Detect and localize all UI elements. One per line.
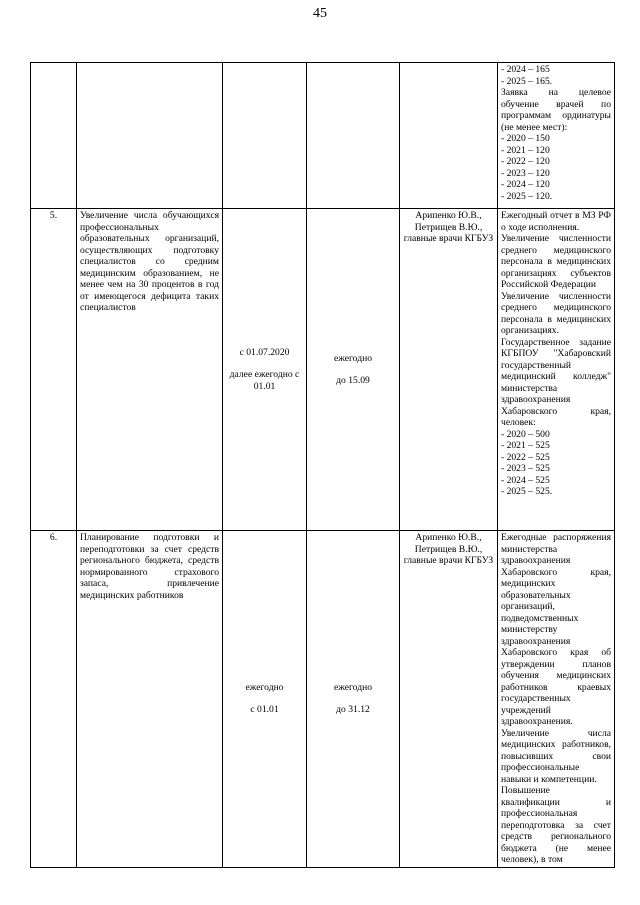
end-date-line: ежегодно xyxy=(333,352,373,364)
result-line: - 2024 – 120 xyxy=(501,179,550,190)
end-date-line: ежегодно xyxy=(333,681,373,693)
result-line: - 2022 – 525 xyxy=(501,451,550,463)
result-line: - 2025 – 165. xyxy=(501,75,553,87)
result-line: Увеличение численности среднего медицинского персонала в медицинских организациях субъектов Российской Федерации xyxy=(501,233,611,290)
start-date-cell xyxy=(223,531,307,868)
result-line: - 2020 – 500 xyxy=(501,428,550,440)
start-date-cell xyxy=(223,209,307,531)
row-number-cell: 5. xyxy=(31,209,77,531)
start-date-line: с 01.07.2020 xyxy=(239,346,290,358)
result-line: - 2023 – 120 xyxy=(501,167,550,179)
result-line: Ежегодный отчет в МЗ РФ о ходе исполнения. xyxy=(501,210,611,233)
row-number-cell: 6. xyxy=(31,531,77,868)
result-line: - 2025 – 525. xyxy=(501,486,553,497)
end-date-line: до 15.09 xyxy=(336,375,370,386)
end-date-cell xyxy=(307,531,400,868)
measure-cell: Планирование подготовки и переподготовки за счет средств регионального бюджета, средств нормированного страхового запаса, привлечение медицинских работников xyxy=(77,531,223,868)
result-line: Увеличение численности среднего медицинского персонала в медицинских организациях. xyxy=(501,290,611,336)
start-date-line: с 01.01 xyxy=(250,704,279,716)
row-number-cell xyxy=(31,63,77,209)
result-line: - 2021 – 120 xyxy=(501,144,550,156)
result-line: - 2020 – 150 xyxy=(501,133,550,144)
result-cell xyxy=(498,63,615,209)
end-date-cell xyxy=(307,63,400,209)
result-line: Повышение квалификации и профессиональная переподготовка за счет средств регионального бюджета (не менее человек), в том xyxy=(501,785,611,865)
table-row xyxy=(31,531,615,868)
start-date-line: далее ежегодно с 01.01 xyxy=(229,369,300,392)
measure-cell: Увеличение числа обучающихся профессиональных образовательных организаций, осуществляющих подготовку специалистов со средним медицинским образованием, не менее чем на 30 процентов в год от имеющегося дефицита таких специалистов xyxy=(77,209,223,531)
result-line: - 2021 – 525 xyxy=(501,440,550,451)
measure-cell xyxy=(77,63,223,209)
result-line: Ежегодные распоряжения министерства здравоохранения Хабаровского края, медицинских образовательных организаций, подведомственных министерству здравоохранения Хабаровского края об утверждении планов обучения медицинских работников краевых государственных учреждений здравоохранения. Увеличение числа медицинских работников, повысивших свои профессиональные навыки и компетенции. xyxy=(501,532,611,785)
end-date-cell xyxy=(307,209,400,531)
table-row xyxy=(31,209,615,531)
result-line: - 2024 – 165 xyxy=(501,64,550,75)
result-line: - 2025 – 120. xyxy=(501,190,553,202)
result-line: - 2023 – 525 xyxy=(501,463,550,474)
measures-table xyxy=(30,62,615,868)
table-row xyxy=(31,63,615,209)
responsible-cell: Арипенко Ю.В., Петрищев В.Ю., главные врачи КГБУЗ xyxy=(400,209,498,531)
responsible-cell: Арипенко Ю.В., Петрищев В.Ю., главные врачи КГБУЗ xyxy=(400,531,498,868)
result-cell xyxy=(498,209,615,531)
result-line: - 2022 – 120 xyxy=(501,156,550,167)
page-number: 45 xyxy=(313,6,327,21)
end-date-line: до 31.12 xyxy=(336,704,370,716)
responsible-cell xyxy=(400,63,498,209)
result-cell xyxy=(498,531,615,868)
result-line: - 2024 – 525 xyxy=(501,474,550,486)
result-line: Государственное задание КГБПОУ "Хабаровский государственный медицинский колледж" министерства здравоохранения Хабаровского края, человек: xyxy=(501,336,611,428)
start-date-cell xyxy=(223,63,307,209)
result-line: Заявка на целевое обучение врачей по программам ординатуры (не менее мест): xyxy=(501,87,611,133)
start-date-line: ежегодно xyxy=(245,681,284,693)
